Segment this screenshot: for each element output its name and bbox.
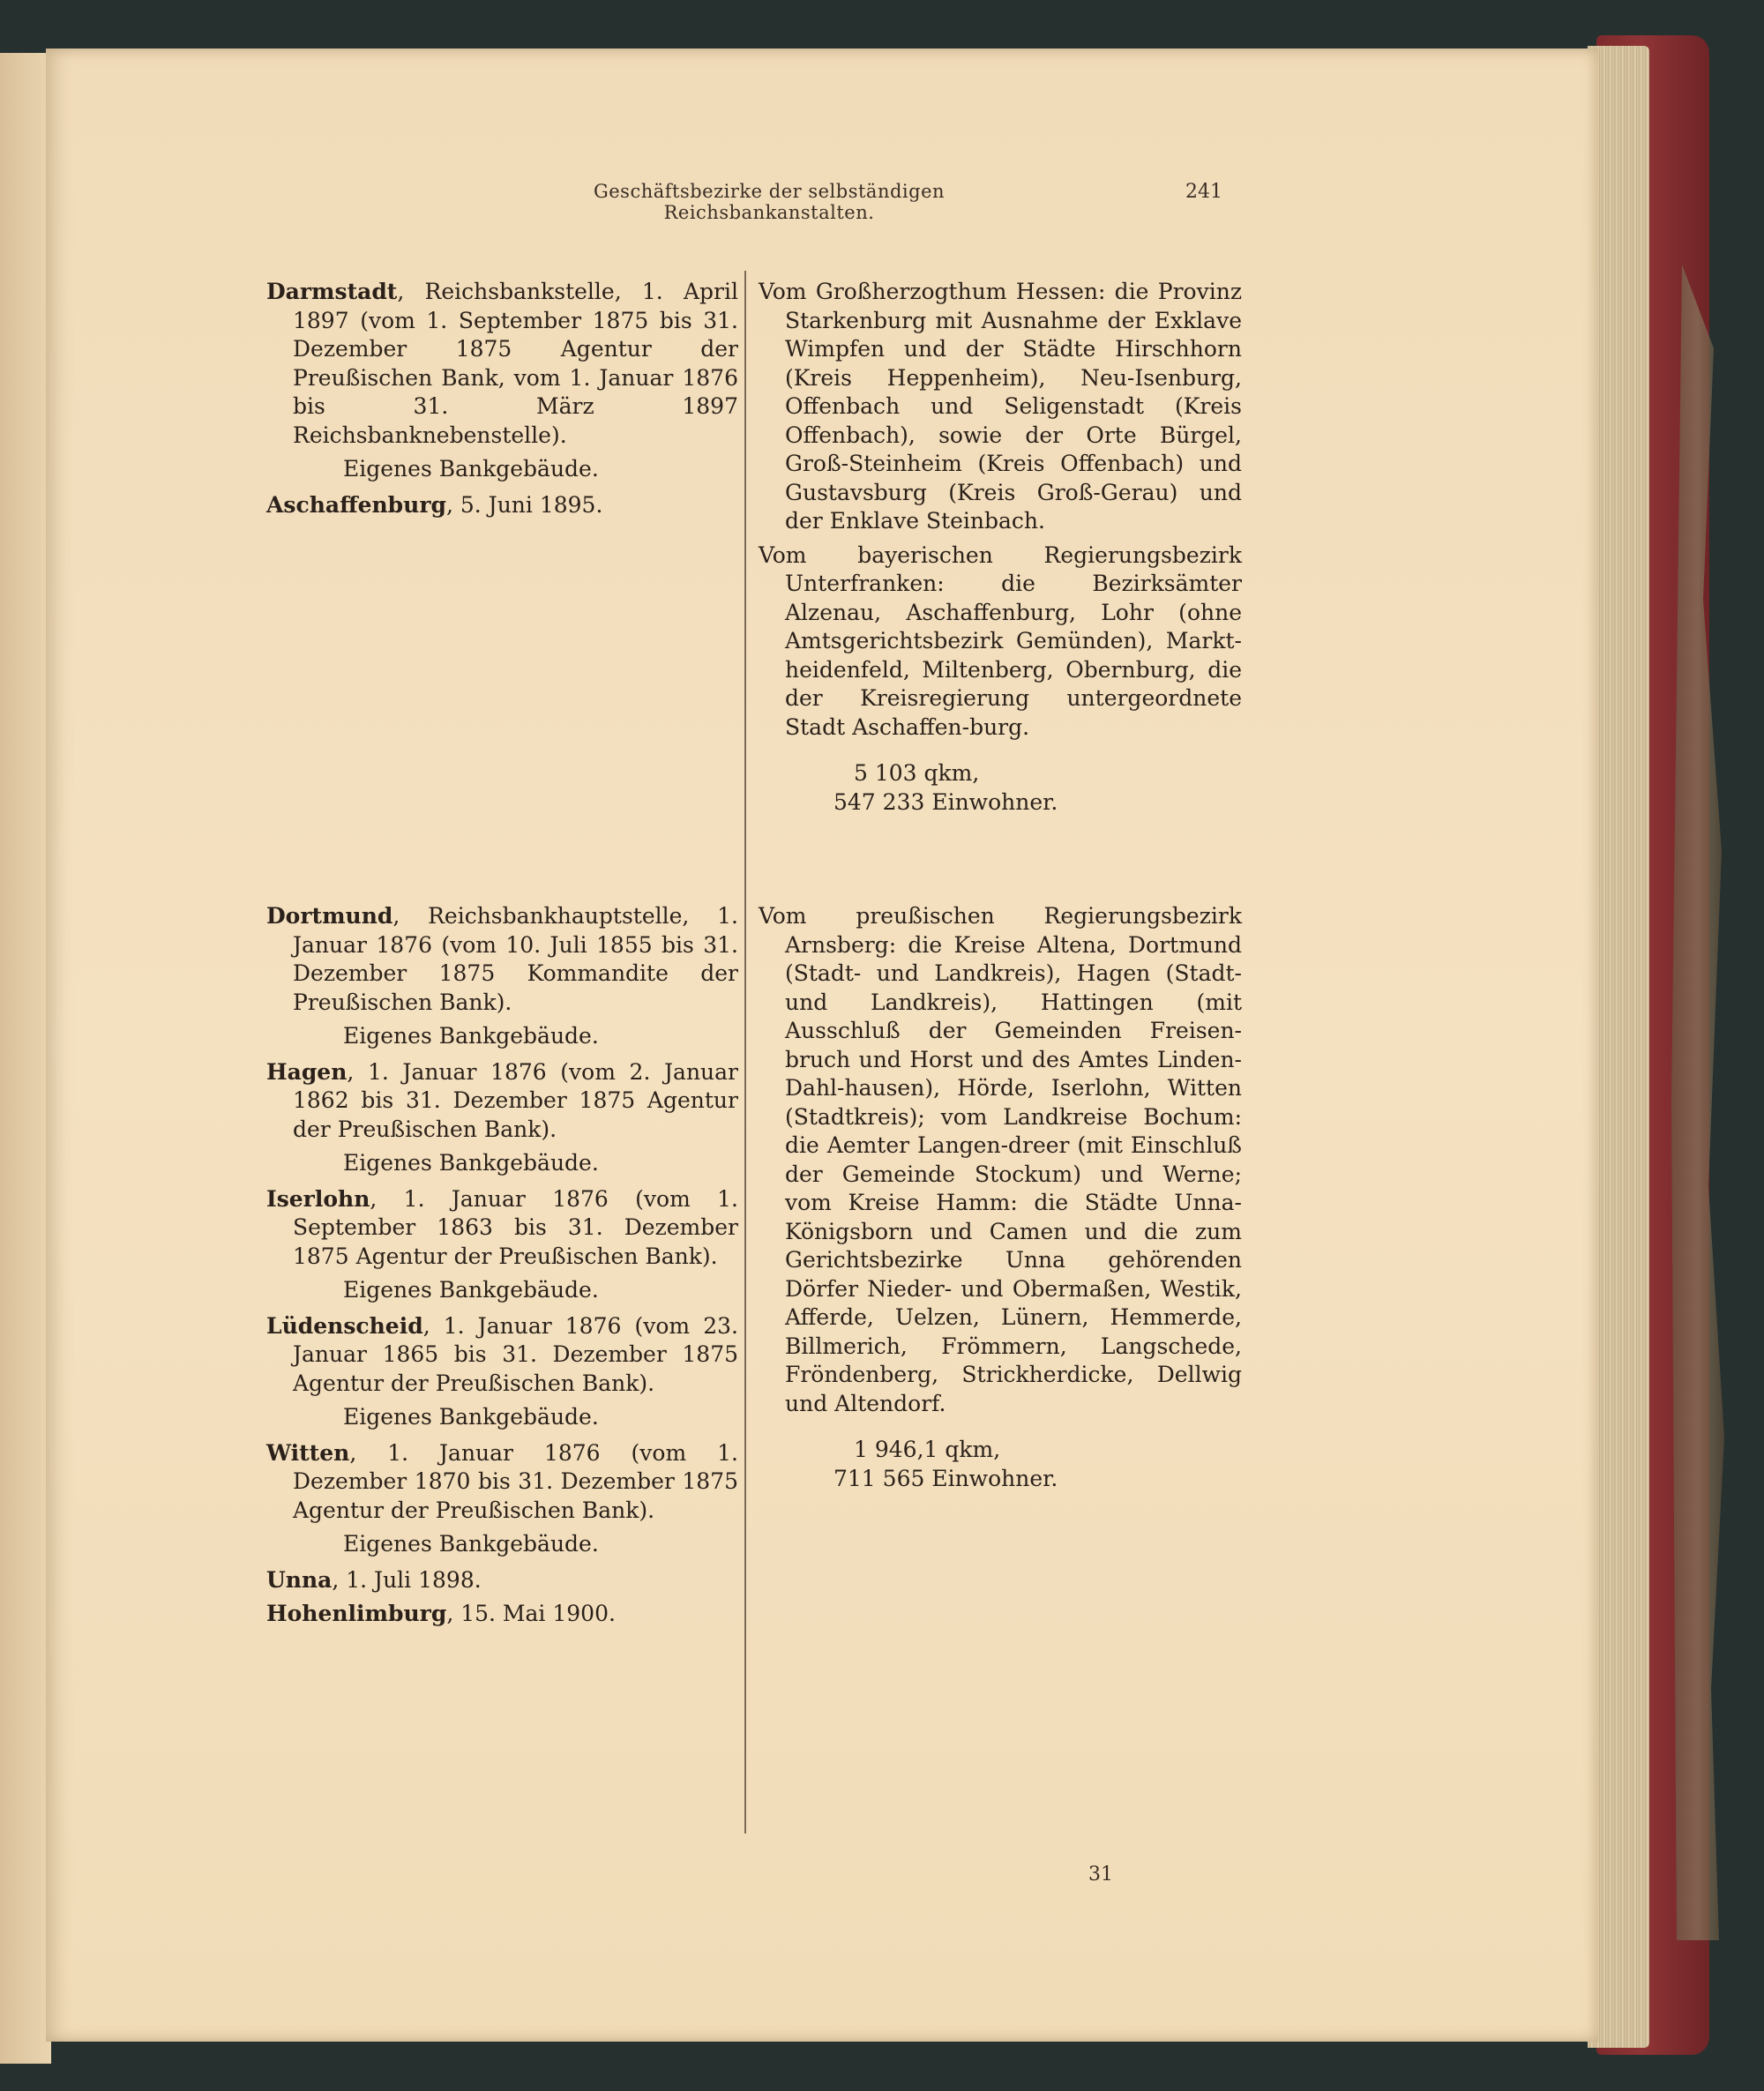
darmstadt-right-column (759, 278, 1242, 817)
sub-entry-unna (266, 1566, 738, 1595)
area-population (759, 1436, 1242, 1493)
sub-entry-hagen (266, 1058, 738, 1145)
district-paragraph: Vom bayerischen Regierungsbezirk Unterfranken: die Bezirksämter Alzenau, Aschaffenburg, Lohr (ohne Amtsgerichtsbezirk Gemünden), Markt-heidenfeld, Miltenberg, Obernburg, die der Kreisregierung untergeordnete Stadt Aschaffen-burg. (759, 541, 1242, 740)
page-number: 241 (1185, 181, 1222, 203)
area-value: 5 103 qkm, (854, 760, 980, 786)
entry-title: Hagen (266, 1058, 348, 1085)
dortmund-right-column (759, 902, 1242, 1493)
entry-title: Witten (266, 1439, 350, 1466)
entry-text: , 15. Mai 1900. (446, 1601, 616, 1626)
entry-text: , 1. Juli 1898. (332, 1566, 482, 1593)
population-value: 711 565 Einwohner. (833, 1465, 1058, 1491)
dortmund-left-column (266, 902, 738, 1634)
building-note: Eigenes Bankgebäude. (343, 456, 599, 482)
entry-title: Iserlohn (266, 1185, 370, 1212)
building-note: Eigenes Bankgebäude. (343, 1404, 599, 1430)
aschaffenburg-entry (266, 491, 738, 520)
entry-title: Hohenlimburg (266, 1601, 447, 1626)
building-note: Eigenes Bankgebäude. (343, 1277, 599, 1303)
entry-title: Lüdenscheid (266, 1312, 423, 1339)
facing-page-edge (0, 53, 51, 2064)
building-note: Eigenes Bankgebäude. (343, 1023, 599, 1049)
book-page (46, 49, 1598, 2042)
area-value: 1 946,1 qkm, (854, 1437, 1001, 1462)
building-note: Eigenes Bankgebäude. (343, 1150, 599, 1176)
entry-text: , 1. Januar 1876 (vom 1. Dezember 1870 bis 31. Dezember 1875 Agentur der Preußischen Bank). (293, 1439, 738, 1523)
entry-text: , 1. Januar 1876 (vom 1. September 1863 bis 31. Dezember 1875 Agentur der Preußischen Bank). (293, 1185, 738, 1269)
running-head: Geschäftsbezirke der selbständigen Reichsbankanstalten. (593, 181, 946, 223)
dortmund-entry (266, 902, 738, 1017)
column-divider (744, 271, 746, 1833)
sub-entry-witten (266, 1439, 738, 1526)
entry-text: , 1. Januar 1876 (vom 2. Januar 1862 bis 31. Dezember 1875 Agentur der Preußischen Bank). (293, 1058, 738, 1142)
darmstadt-entry (266, 278, 738, 450)
entry-title: Darmstadt (266, 279, 398, 304)
entry-text: , Reichsbankhauptstelle, 1. Januar 1876 (vom 10. Juli 1855 bis 31. Dezember 1875 Kommandite der Preußischen Bank). (293, 903, 738, 1015)
area-population (759, 759, 1242, 817)
district-paragraph: Vom preußischen Regierungsbezirk Arnsberg: die Kreise Altena, Dortmund (Stadt- und Landkreis), Hagen (Stadt- und Landkreis), Hattingen (mit Ausschluß der Gemeinden Freisen-bruch und Horst und des Amtes Linden-Dahl-hausen), Hörde, Iserlohn, Witten (Stadtkreis); vom Landkreise Bochum: die Aemter Langen-dreer (mit Einschluß der Gemeinde Stockum) und Werne; vom Kreise Hamm: die Städte Unna-Königsborn und Camen und die zum Gerichtsbezirke Unna gehörenden Dörfer Nieder- und Obermaßen, Westik, Afferde, Uelzen, Lünern, Hemmerde, Billmerich, Frömmern, Langschede, Fröndenberg, Strickherdicke, Dellwig und Altendorf. (759, 903, 1242, 1416)
sub-entry-luedenscheid (266, 1312, 738, 1399)
worn-cover-edge (1671, 265, 1724, 1940)
entry-title: Aschaffenburg (266, 491, 446, 518)
entry-title: Unna (266, 1566, 333, 1593)
district-paragraph: Vom Großherzogthum Hessen: die Provinz Starkenburg mit Ausnahme der Exklave Wimpfen und der Städte Hirschhorn (Kreis Heppenheim), Neu-Isenburg, Offenbach und Seligenstadt (Kreis Offenbach), sowie der Orte Bürgel, Groß-Steinheim (Kreis Offenbach) und Gustavsburg (Kreis Groß-Gerau) und der Enklave Steinbach. (759, 279, 1242, 534)
entry-title: Dortmund (266, 903, 393, 929)
darmstadt-left-column (266, 278, 738, 525)
entry-text: , 5. Juni 1895. (445, 491, 603, 518)
entry-text: , 1. Januar 1876 (vom 23. Januar 1865 bis 31. Dezember 1875 Agentur der Preußischen Bank). (293, 1312, 738, 1396)
sub-entry-iserlohn (266, 1185, 738, 1272)
signature-mark: 31 (1088, 1863, 1113, 1886)
entry-text: , Reichsbankstelle, 1. April 1897 (vom 1. September 1875 bis 31. Dezember 1875 Agentur der Preußischen Bank, vom 1. Januar 1876 bis 31. März 1897 Reichsbanknebenstelle). (293, 279, 738, 448)
building-note: Eigenes Bankgebäude. (343, 1531, 599, 1557)
population-value: 547 233 Einwohner. (833, 788, 1058, 815)
sub-entry-hohenlimburg (266, 1600, 738, 1629)
